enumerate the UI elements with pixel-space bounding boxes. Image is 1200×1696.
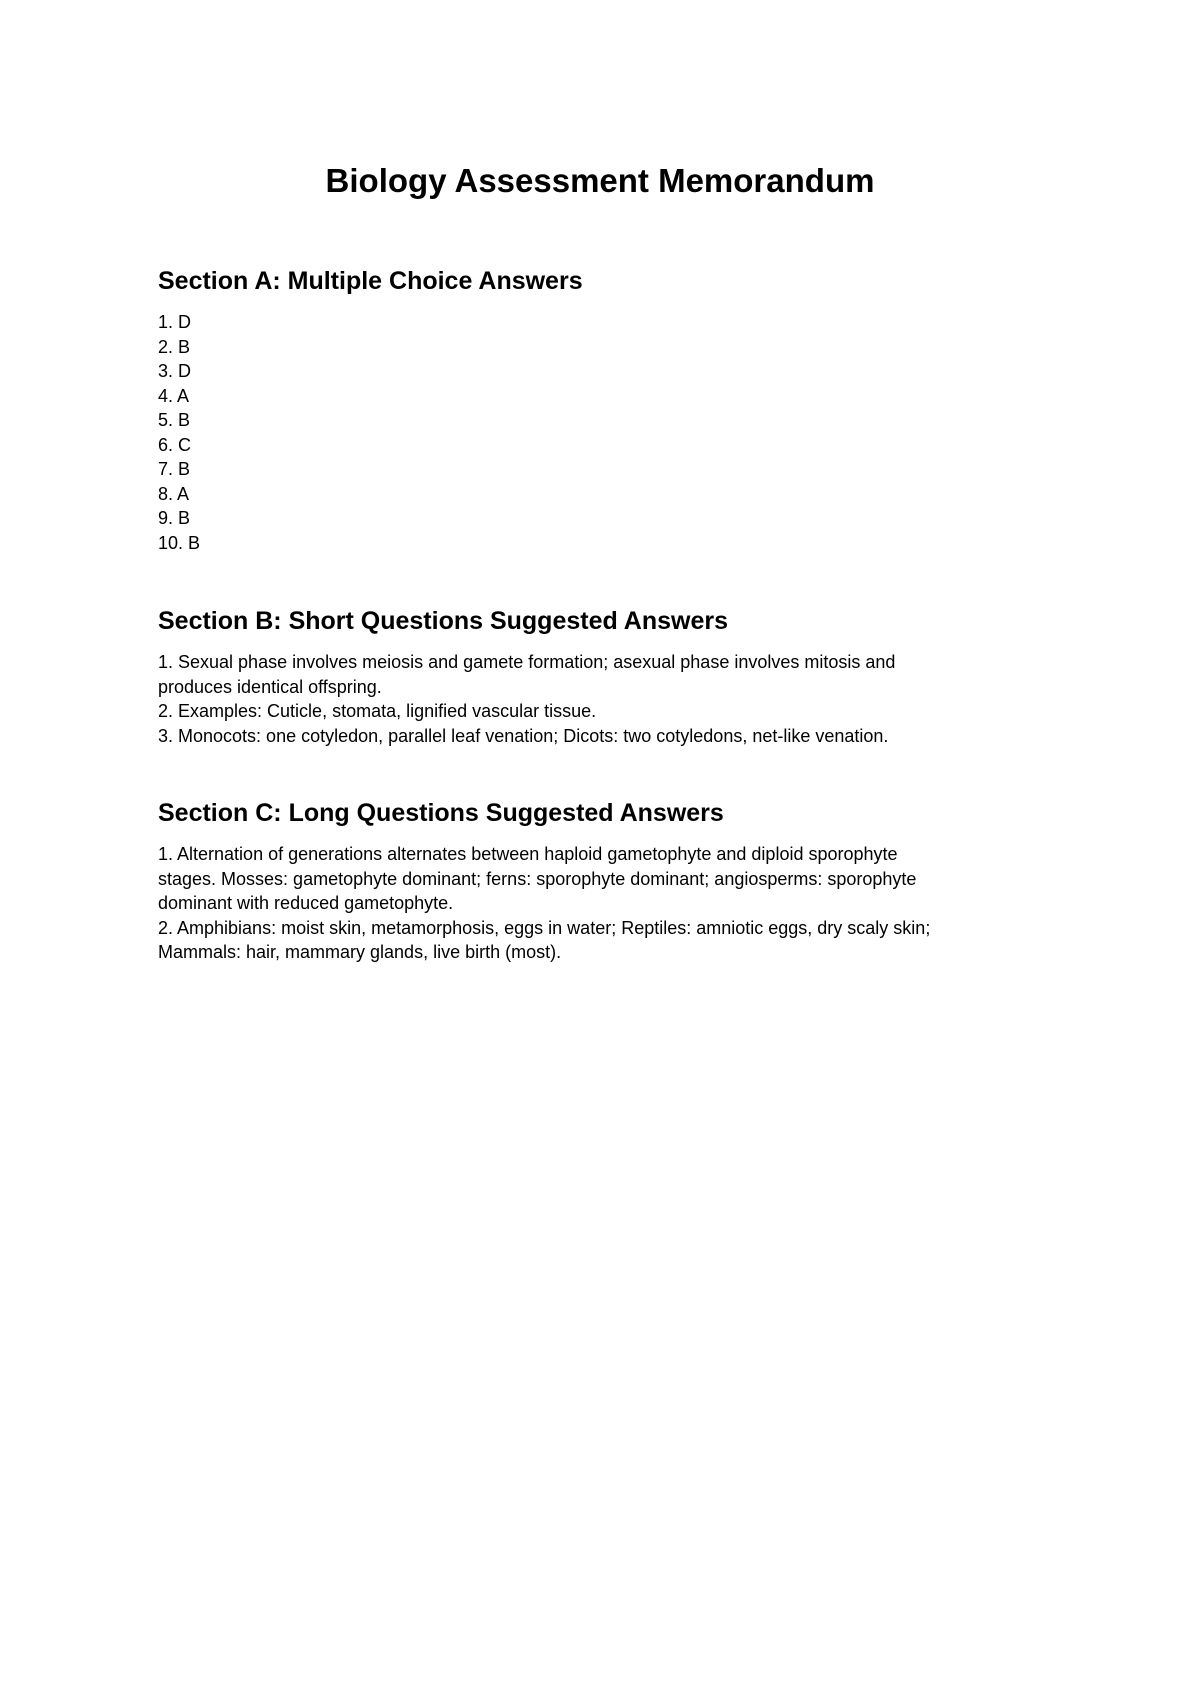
answer-item: 4. A xyxy=(158,385,190,406)
section-b xyxy=(158,604,1058,748)
answer-item: 2. B xyxy=(158,336,191,357)
text-line: produces identical offspring. xyxy=(158,676,382,697)
answer-item: 8. A xyxy=(158,483,190,504)
section-c-heading: Section C: Long Questions Suggested Answers xyxy=(158,799,724,827)
text-line: stages. Mosses: gametophyte dominant; ferns: sporophyte dominant; angiosperms: sporophyte xyxy=(158,868,917,889)
answer-item: 1. D xyxy=(158,312,192,332)
answer-item: 3. D xyxy=(158,361,192,381)
text-line: dominant with reduced gametophyte. xyxy=(158,893,454,913)
section-b-heading: Section B: Short Questions Suggested Answers xyxy=(158,607,728,635)
answer-item: 5. B xyxy=(158,410,191,430)
text-line: 1. Sexual phase involves meiosis and gamete formation; asexual phase involves mitosis and xyxy=(158,652,896,672)
short-answer-text xyxy=(158,650,1058,748)
text-line: 2. Amphibians: moist skin, metamorphosis, eggs in water; Reptiles: amniotic eggs, dry scaly skin; xyxy=(158,917,931,938)
long-answer-text xyxy=(158,842,1058,965)
text-line: Mammals: hair, mammary glands, live birth (most). xyxy=(158,942,562,962)
answer-item: 10. B xyxy=(158,532,201,553)
page-title: Biology Assessment Memorandum xyxy=(325,162,875,199)
answer-item: 9. B xyxy=(158,508,191,528)
section-a xyxy=(158,264,1058,555)
section-c xyxy=(158,796,1058,965)
text-line: 1. Alternation of generations alternates between haploid gametophyte and diploid sporophyte xyxy=(158,844,898,864)
answer-item: 7. B xyxy=(158,459,191,479)
text-line: 3. Monocots: one cotyledon, parallel leaf venation; Dicots: two cotyledons, net-like venation. xyxy=(158,725,889,746)
answer-item: 6. C xyxy=(158,434,192,455)
section-a-heading: Section A: Multiple Choice Answers xyxy=(158,267,583,295)
text-line: 2. Examples: Cuticle, stomata, lignified vascular tissue. xyxy=(158,701,597,721)
multiple-choice-answer-list xyxy=(158,310,1058,555)
